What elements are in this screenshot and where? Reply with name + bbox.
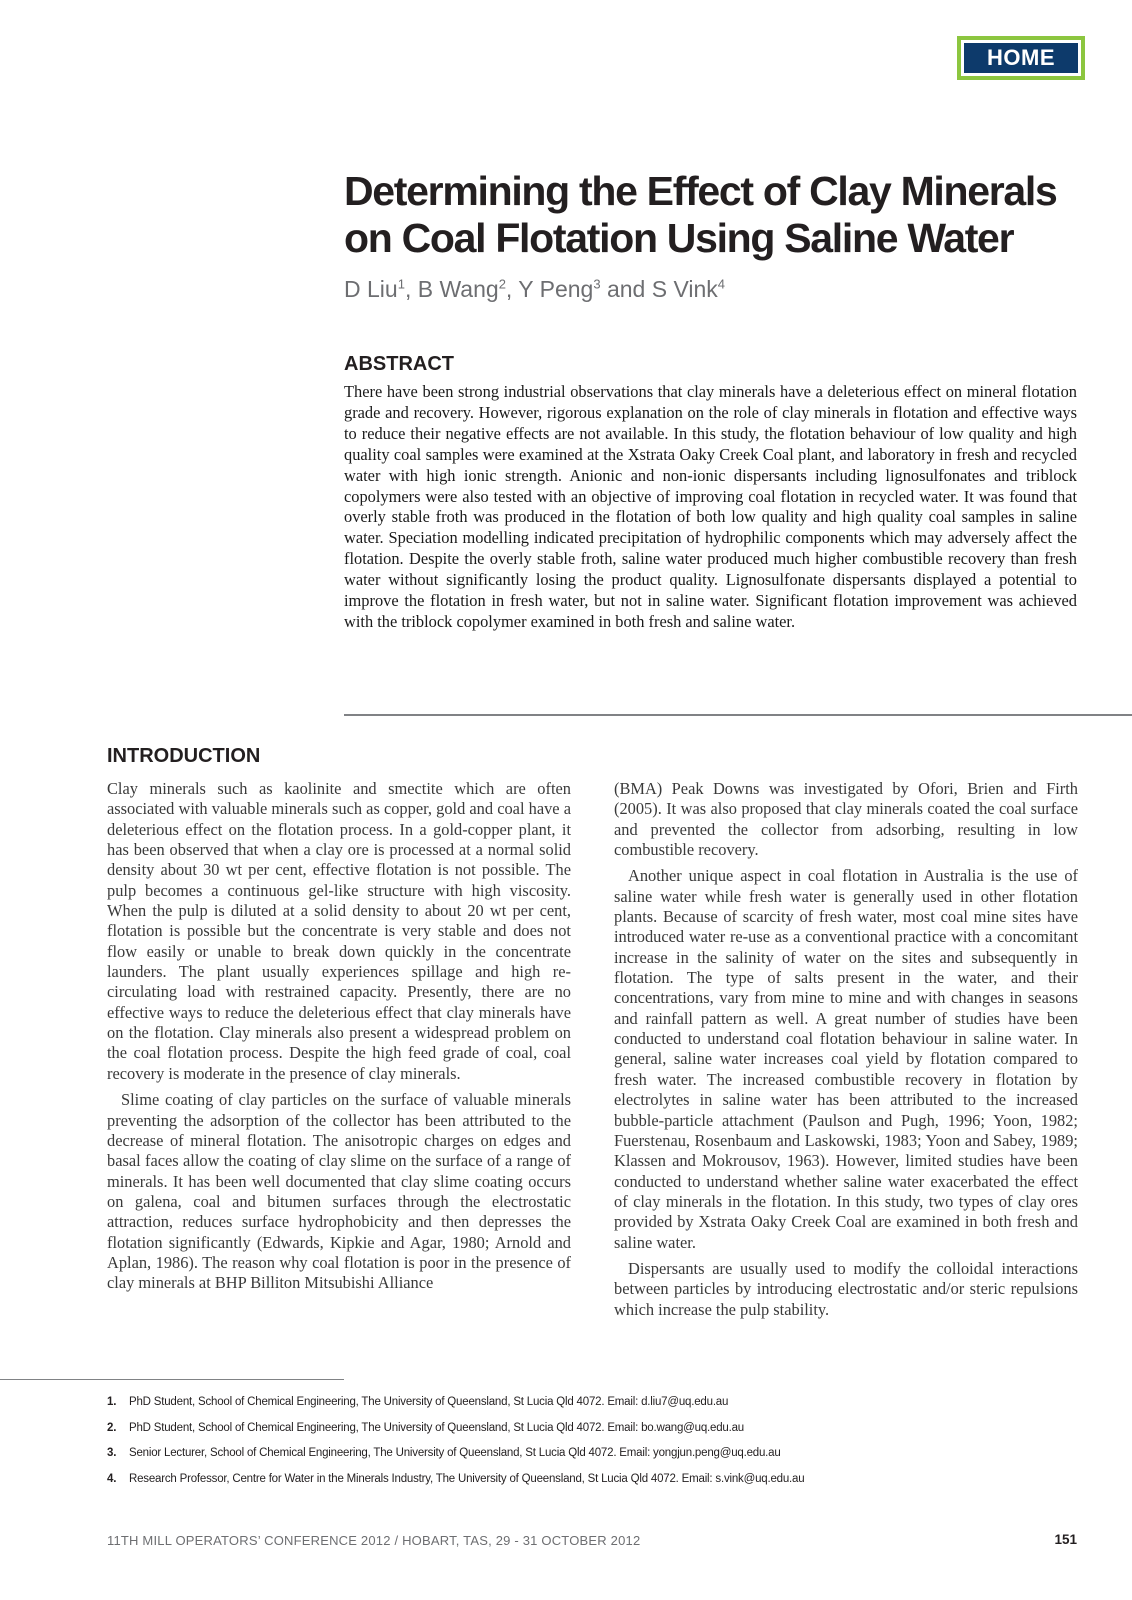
body-paragraph: Clay minerals such as kaolinite and smectite which are often associated with valuable minerals such as copper, gold and coal have a deleterious effect on the flotation process. In a gold-copper plant, it has been observed that when a clay ore is processed at a normal solid density about 30 wt per cent, effective flotation is not possible. The pulp becomes a continuous gel-like structure with high viscosity. When the pulp is diluted at a solid density to about 20 wt per cent, flotation is possible but the concentrate is very stable and does not flow easily or unable to break down quickly in the concentrate launders. The plant usually experiences spillage and high re-circulating load with restrained capacity. Presently, there are no effective ways to reduce the deleterious effect that clay minerals have on the flotation. Clay minerals also present a widespread problem on the coal flotation process. Despite the high feed grade of coal, coal recovery is moderate in the presence of clay minerals.	[107, 779, 571, 1083]
body-paragraph: (BMA) Peak Downs was investigated by Ofori, Brien and Firth (2005). It was also proposed that clay minerals coated the coal surface and prevented the collector from adsorbing, resulting in low combustible recovery.	[614, 779, 1078, 860]
footnote-text: PhD Student, School of Chemical Engineering, The University of Queensland, St Lucia Qld 4072. Email: d.liu7@uq.edu.au	[129, 1396, 729, 1408]
author-affiliation-mark: 4	[717, 276, 726, 292]
footnote-divider	[0, 1379, 344, 1380]
footnote-item	[107, 1473, 804, 1499]
footnote-number: 4.	[107, 1472, 117, 1485]
author-name: B Wang	[417, 276, 499, 302]
footnote-text: Senior Lecturer, School of Chemical Engineering, The University of Queensland, St Lucia Qld 4072. Email: yongjun.peng@uq.edu.au	[129, 1447, 781, 1459]
footnote-list	[107, 1396, 804, 1498]
author-name: D Liu	[344, 276, 398, 302]
author-separator: and	[600, 276, 652, 302]
footnote-number: 3.	[107, 1447, 117, 1459]
introduction-heading: INTRODUCTION	[107, 745, 261, 767]
abstract-heading: ABSTRACT	[344, 353, 454, 375]
body-paragraph: Slime coating of clay particles on the surface of valuable minerals preventing the adsorption of the collector has been attributed to the decrease of mineral flotation. The anisotropic charges on edges and basal faces allow the coating of clay slime on the surface of a range of minerals. It has been well documented that clay slime coating occurs on galena, coal and bitumen surfaces through the electrostatic attraction, reduces surface hydrophobicity and then depresses the flotation significantly (Edwards, Kipkie and Agar, 1980; Arnold and Aplan, 1986). The reason why coal flotation is poor in the presence of clay minerals at BHP Billiton Mitsubishi Alliance	[107, 1090, 571, 1293]
author-name: Y Peng	[518, 276, 594, 302]
body-paragraph: Dispersants are usually used to modify the colloidal interactions between particles by introducing electrostatic and/or steric repulsions which increase the pulp stability.	[614, 1258, 1078, 1319]
author-name: S Vink	[651, 276, 718, 302]
footnote-text: PhD Student, School of Chemical Engineering, The University of Queensland, St Lucia Qld 4072. Email: bo.wang@uq.edu.au	[129, 1421, 744, 1434]
footnote-item	[107, 1447, 804, 1473]
author-affiliation-mark: 2	[498, 276, 506, 292]
introduction-left-column	[107, 779, 571, 1294]
author-separator: ,	[505, 276, 519, 302]
page-number: 151	[1054, 1532, 1077, 1547]
body-paragraph: Another unique aspect in coal flotation in Australia is the use of saline water while fresh water is generally used in other flotation plants. Because of scarcity of fresh water, most coal mine sites have introduced water re-use as a conventional practice with a concomitant increase in the salinity of water on the sites and subsequently in flotation. The type of salts present in the water, and their concentrations, vary from mine to mine and with changes in seasons and rainfall pattern as well. A great number of studies have been conducted to understand coal flotation behaviour in saline water. In general, saline water increases coal yield by flotation compared to fresh water. The increased combustible recovery in flotation by electrolytes in saline water has been attributed to the increased bubble-particle attachment (Paulson and Pugh, 1996; Yoon, 1982; Fuerstenau, Rosenbaum and Laskowski, 1983; Yoon and Sabey, 1989; Klassen and Mokrousov, 1963). However, limited studies have been conducted to understand whether saline water exacerbated the effect of clay minerals in the flotation. In this study, two types of clay ores provided by Xstrata Oaky Creek Coal are examined in both fresh and saline water.	[614, 866, 1078, 1252]
home-button[interactable]	[957, 36, 1085, 80]
footnote-text: Research Professor, Centre for Water in the Minerals Industry, The University of Queensland, St Lucia Qld 4072. Email: s.vink@uq.edu.au	[129, 1472, 805, 1485]
paper-title: Determining the Effect of Clay Minerals on Coal Flotation Using Saline Water	[344, 168, 1057, 261]
section-divider	[344, 714, 1132, 716]
footnote-number: 2.	[107, 1421, 117, 1434]
introduction-right-column	[614, 779, 1078, 1320]
author-line	[344, 276, 725, 303]
footnote-item	[107, 1396, 804, 1422]
author-separator: ,	[404, 276, 418, 302]
conference-footer: 11TH MILL OPERATORS’ CONFERENCE 2012 / HOBART, TAS, 29 - 31 OCTOBER 2012	[107, 1533, 641, 1548]
footnote-item	[107, 1422, 804, 1448]
author-affiliation-mark: 1	[397, 276, 405, 292]
home-button-label: HOME	[964, 43, 1078, 73]
footnote-number: 1.	[107, 1396, 117, 1408]
abstract-text: There have been strong industrial observations that clay minerals have a deleterious effect on mineral flotation grade and recovery. However, rigorous explanation on the role of clay minerals in flotation and effective ways to reduce their negative effects are not available. In this study, the flotation behaviour of low quality and high quality coal samples were examined at the Xstrata Oaky Creek Coal plant, and laboratory in fresh and recycled water with high ionic strength. Anionic and non-ionic dispersants including lignosulfonates and triblock copolymers were also tested with an objective of improving coal flotation in recycled water. It was found that overly stable froth was produced in the flotation of both low quality and high quality coal samples in saline water. Speciation modelling indicated precipitation of hydrophilic components which may adversely affect the flotation. Despite the overly stable froth, saline water produced much higher combustible recovery than fresh water without significantly losing the product quality. Lignosulfonate dispersants displayed a potential to improve the flotation in fresh water, but not in saline water. Significant flotation improvement was achieved with the triblock copolymer examined in both fresh and saline water.	[344, 382, 1077, 631]
author-affiliation-mark: 3	[593, 276, 601, 292]
